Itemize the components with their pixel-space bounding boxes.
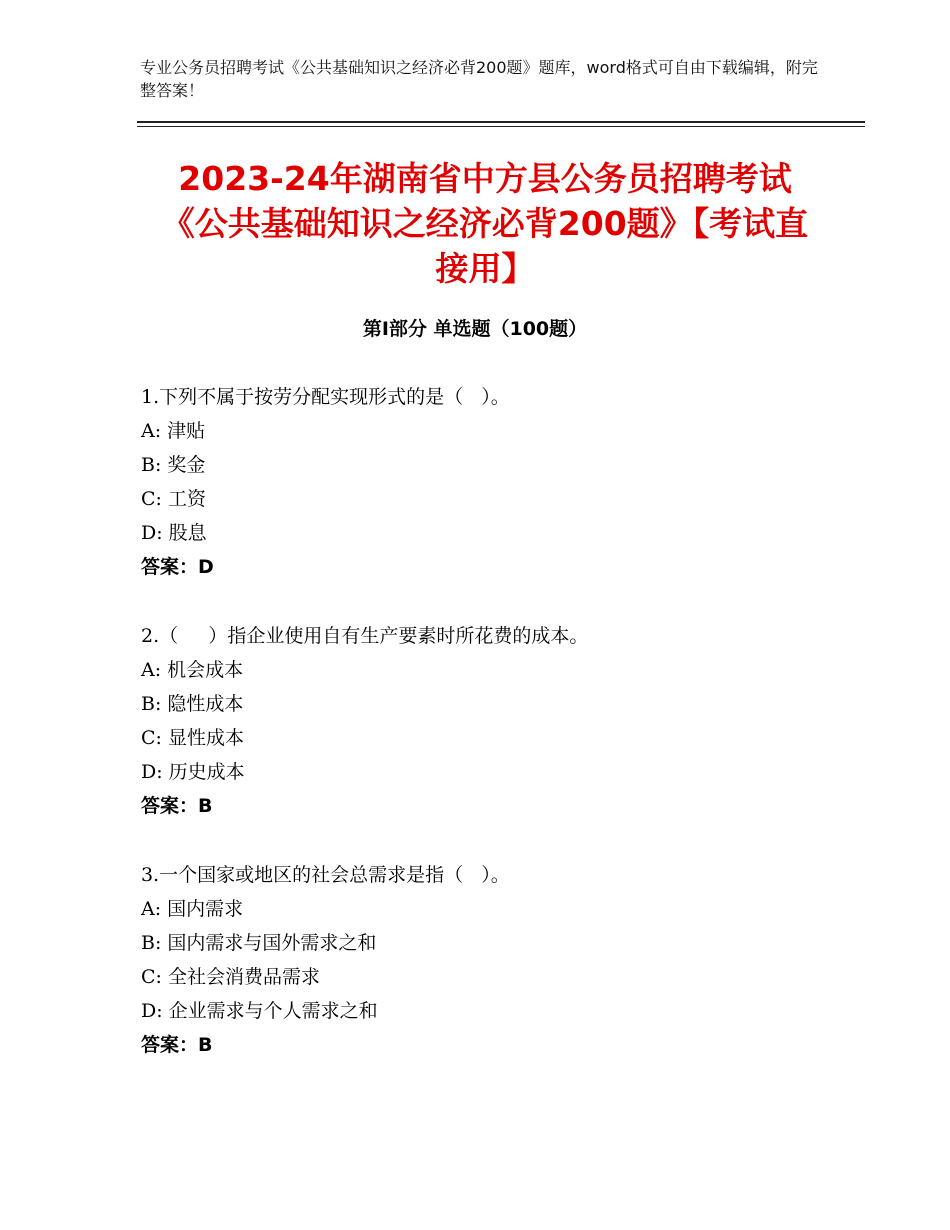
header-divider-thick bbox=[137, 121, 865, 123]
option-d: D: 股息 bbox=[141, 522, 207, 544]
answer: 答案：D bbox=[141, 556, 214, 578]
option-c: C: 全社会消费品需求 bbox=[141, 966, 320, 988]
header-note: 专业公务员招聘考试《公共基础知识之经济必背200题》题库，word格式可自由下载编辑，附完整答案！ bbox=[140, 58, 818, 100]
option-d: D: 企业需求与个人需求之和 bbox=[141, 1000, 378, 1022]
option-a: A: 国内需求 bbox=[141, 898, 244, 920]
header-divider-thin bbox=[137, 126, 865, 127]
answer: 答案：B bbox=[141, 795, 213, 817]
question-3 bbox=[141, 858, 841, 1062]
question-stem: 2.（ ）指企业使用自有生产要素时所花费的成本。 bbox=[141, 625, 589, 647]
option-b: B: 国内需求与国外需求之和 bbox=[141, 932, 377, 954]
question-2 bbox=[141, 619, 841, 823]
option-c: C: 工资 bbox=[141, 488, 206, 510]
question-stem: 3.一个国家或地区的社会总需求是指（ ）。 bbox=[141, 864, 510, 886]
answer: 答案：B bbox=[141, 1034, 213, 1056]
option-b: B: 奖金 bbox=[141, 454, 206, 476]
option-a: A: 机会成本 bbox=[141, 659, 244, 681]
option-b: B: 隐性成本 bbox=[141, 693, 244, 715]
option-a: A: 津贴 bbox=[141, 420, 206, 442]
option-d: D: 历史成本 bbox=[141, 761, 245, 783]
question-1 bbox=[141, 380, 841, 584]
question-stem: 1.下列不属于按劳分配实现形式的是（ ）。 bbox=[141, 386, 510, 408]
option-c: C: 显性成本 bbox=[141, 727, 244, 749]
document-title: 2023-24年湖南省中方县公务员招聘考试《公共基础知识之经济必背200题》【考试直接用】 bbox=[161, 159, 809, 288]
section-title: 第Ⅰ部分 单选题（100题） bbox=[362, 318, 588, 340]
